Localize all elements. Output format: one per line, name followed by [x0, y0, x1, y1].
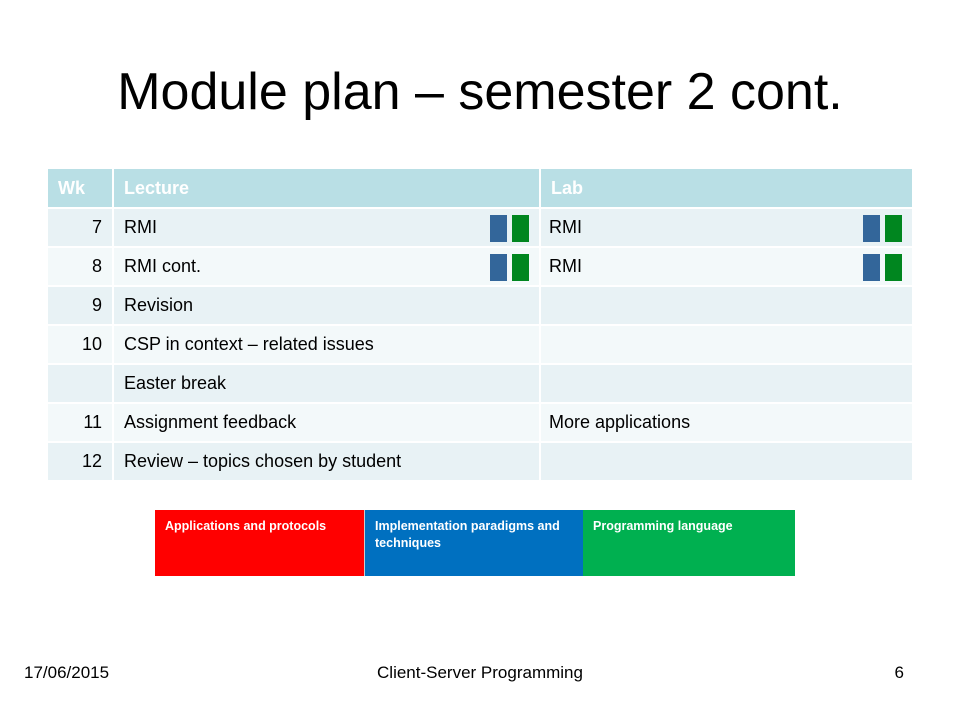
- row-wk: 11: [48, 404, 112, 441]
- implementation-tag-icon: [863, 215, 880, 242]
- row-lecture: Easter break: [112, 365, 539, 402]
- programming-tag-icon: [885, 254, 902, 281]
- implementation-tag-icon: [863, 254, 880, 281]
- row-lab: [539, 287, 912, 324]
- topic-tags: [490, 254, 529, 281]
- header-lab: Lab: [539, 169, 912, 207]
- legend-programming: Programming language: [583, 510, 795, 576]
- footer-date: 17/06/2015: [24, 663, 110, 682]
- topic-legend: [155, 510, 795, 576]
- footer-title: Client-Server Programming: [377, 663, 583, 682]
- programming-tag-icon: [512, 254, 529, 281]
- header-wk: Wk: [48, 169, 112, 207]
- row-lab: RMI: [549, 217, 582, 237]
- programming-tag-icon: [885, 215, 902, 242]
- row-wk: 10: [48, 326, 112, 363]
- legend-implementation: Implementation paradigms and techniques: [365, 510, 583, 576]
- row-lab: [539, 326, 912, 363]
- table-header-row: [48, 169, 912, 207]
- row-lecture: CSP in context – related issues: [112, 326, 539, 363]
- implementation-tag-icon: [490, 254, 507, 281]
- row-wk: [48, 365, 112, 402]
- row-lab: More applications: [539, 404, 912, 441]
- row-lecture: RMI cont.: [124, 256, 202, 276]
- table-row: [48, 248, 912, 285]
- row-lecture-cell: [112, 248, 539, 285]
- header-lecture: Lecture: [112, 169, 539, 207]
- row-lecture: Revision: [112, 287, 539, 324]
- table-row: [48, 287, 912, 324]
- implementation-tag-icon: [490, 215, 507, 242]
- programming-tag-icon: [512, 215, 529, 242]
- table-row: [48, 365, 912, 402]
- row-lecture: Review – topics chosen by student: [112, 443, 539, 480]
- table-row: [48, 404, 912, 441]
- row-lab: RMI: [549, 256, 582, 276]
- slide-title: Module plan – semester 2 cont.: [117, 63, 843, 121]
- topic-tags: [863, 215, 902, 242]
- table-row: [48, 443, 912, 480]
- row-lab: [539, 443, 912, 480]
- row-lab-cell: [539, 248, 912, 285]
- row-wk: 9: [48, 287, 112, 324]
- topic-tags: [863, 254, 902, 281]
- table-row: [48, 209, 912, 246]
- row-wk: 8: [48, 248, 112, 285]
- slide-number: 6: [894, 663, 904, 682]
- table-row: [48, 326, 912, 363]
- topic-tags: [490, 215, 529, 242]
- row-lecture-cell: [112, 209, 539, 246]
- module-plan-table: [48, 167, 912, 482]
- row-lecture: Assignment feedback: [112, 404, 539, 441]
- row-lecture: RMI: [124, 217, 157, 237]
- row-wk: 12: [48, 443, 112, 480]
- legend-applications: Applications and protocols: [155, 510, 365, 576]
- row-lab: [539, 365, 912, 402]
- row-wk: 7: [48, 209, 112, 246]
- row-lab-cell: [539, 209, 912, 246]
